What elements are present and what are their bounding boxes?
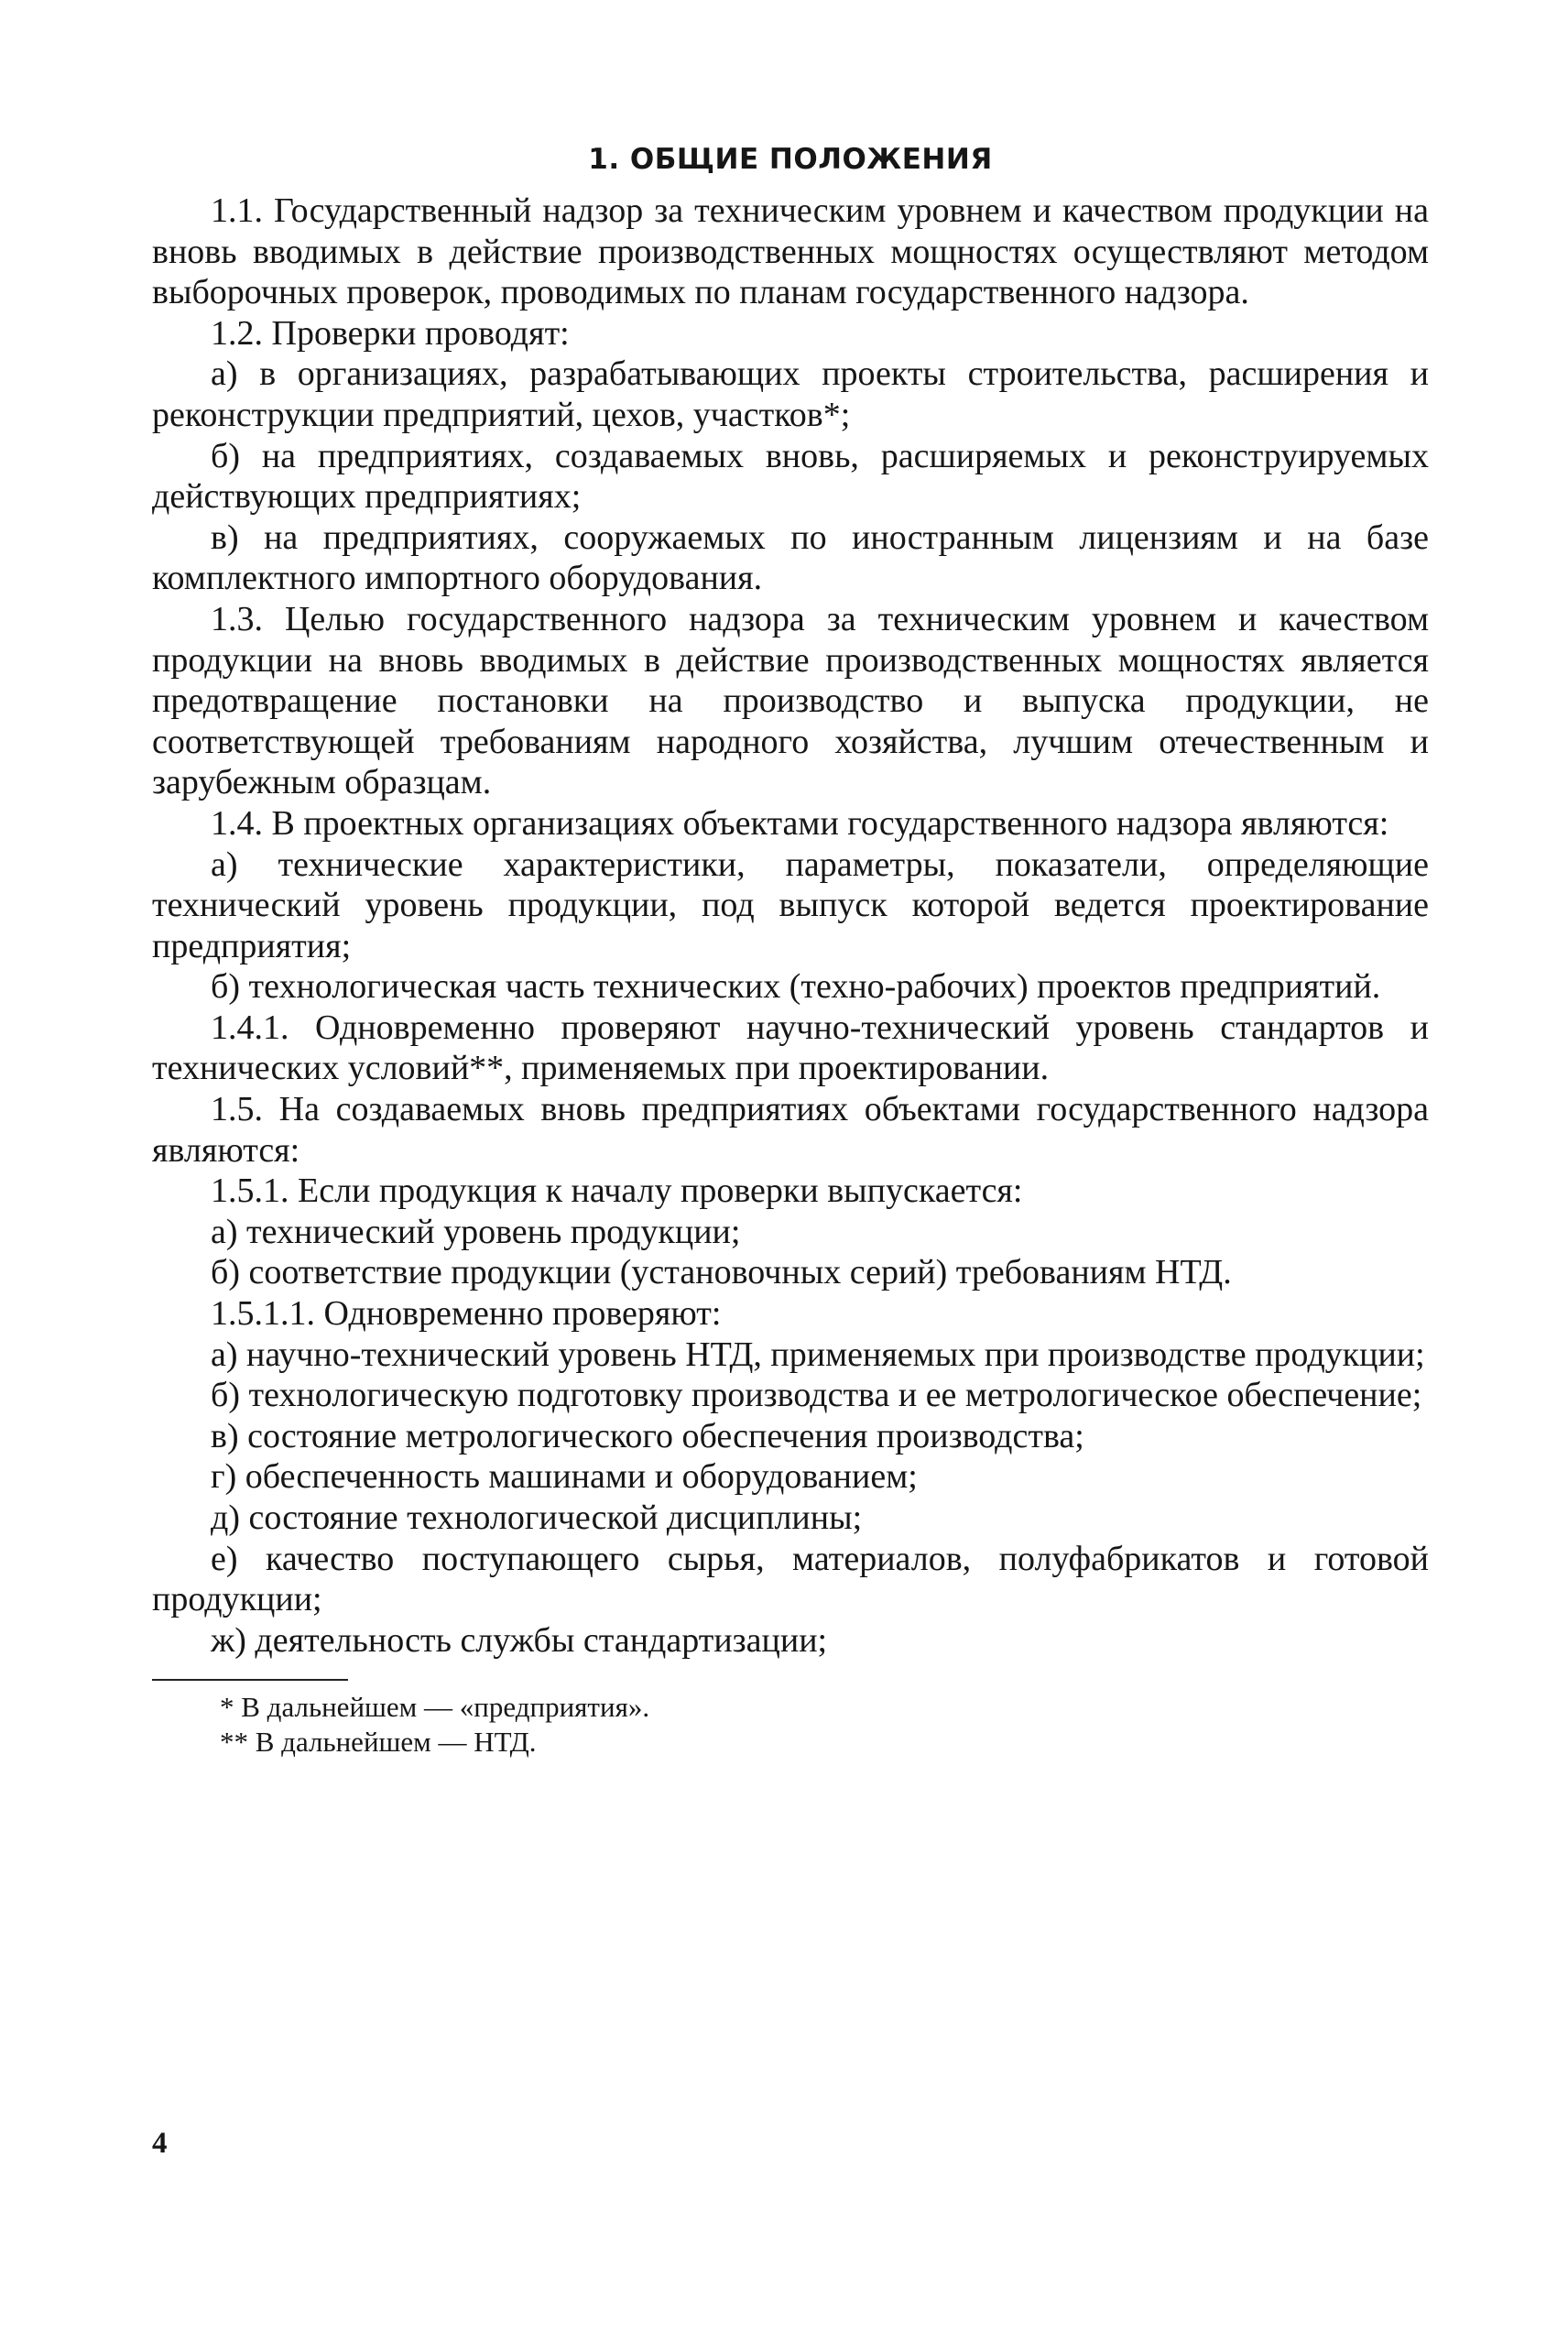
paragraph-1-5-1-1: 1.5.1.1. Одновременно проверяют: <box>211 1294 722 1334</box>
body-text <box>152 191 1429 1661</box>
paragraph-1-5: 1.5. На создаваемых вновь предприятиях объектами государственного надзора являются: <box>152 1090 1429 1170</box>
page-number: 4 <box>152 2127 168 2160</box>
list-item-1-2-a: а) в организациях, разрабатывающих проекты строительства, расширения и реконструкции предприятий, цехов, участков*; <box>152 354 1429 434</box>
list-item-1-5-1-1-v: в) состояние метрологического обеспечения производства; <box>211 1416 1084 1455</box>
list-item-1-5-1-1-zh: ж) деятельность службы стандартизации; <box>211 1620 828 1660</box>
list-item-1-4-a: а) технические характеристики, параметры, показатели, определяющие технический уровень продукции, под выпуск которой ведется проектирование предприятия; <box>152 845 1429 965</box>
list-item-1-5-1-1-g: г) обеспеченность машинами и оборудованием; <box>211 1457 918 1497</box>
paragraph-1-4: 1.4. В проектных организациях объектами государственного надзора являются: <box>211 803 1389 843</box>
document-page <box>152 137 1429 1760</box>
list-item-1-5-1-1-e: е) качество поступающего сырья, материалов, полуфабрикатов и готовой продукции; <box>152 1539 1429 1619</box>
list-item-1-5-1-1-d: д) состояние технологической дисциплины; <box>211 1498 863 1537</box>
list-item-1-5-1-1-a: а) научно-технический уровень НТД, применяемых при производстве продукции; <box>211 1335 1425 1374</box>
footnotes <box>152 1690 1429 1760</box>
paragraph-1-1: 1.1. Государственный надзор за техническим уровнем и качеством продукции на вновь вводимых в действие производственных мощностях осуществляют методом выборочных проверок, проводимых по планам государственного надзора. <box>152 191 1429 312</box>
list-item-1-5-1-b: б) соответствие продукции (установочных серий) требованиям НТД. <box>211 1253 1232 1292</box>
footnote-divider <box>152 1679 348 1681</box>
list-item-1-5-1-1-b: б) технологическую подготовку производства и ее метрологическое обеспечение; <box>211 1376 1422 1415</box>
section-heading: 1. ОБЩИЕ ПОЛОЖЕНИЯ <box>588 143 993 176</box>
footnote-1: * В дальнейшем — «предприятия». <box>220 1691 650 1724</box>
list-item-1-5-1-a: а) технический уровень продукции; <box>211 1212 741 1251</box>
list-item-1-2-b: б) на предприятиях, создаваемых вновь, расширяемых и реконструируемых действующих предприятиях; <box>152 436 1429 517</box>
paragraph-1-4-1: 1.4.1. Одновременно проверяют научно-технический уровень стандартов и технических условий**, применяемых при проектировании. <box>152 1008 1429 1088</box>
list-item-1-4-b: б) технологическая часть технических (техно-рабочих) проектов предприятий. <box>211 967 1381 1007</box>
list-item-1-2-v: в) на предприятиях, сооружаемых по иностранным лицензиям и на базе комплектного импортного оборудования. <box>152 518 1429 598</box>
paragraph-1-5-1: 1.5.1. Если продукция к началу проверки выпускается: <box>211 1171 1023 1211</box>
paragraph-1-3: 1.3. Целью государственного надзора за техническим уровнем и качеством продукции на вновь вводимых в действие производственных мощностях является предотвращение постановки на производство и выпуска продукции, не соответствующей требованиям народного хозяйства, лучшим отечественным и зарубежным образцам. <box>152 599 1429 802</box>
footnote-2: ** В дальнейшем — НТД. <box>220 1726 537 1759</box>
paragraph-1-2: 1.2. Проверки проводят: <box>211 313 570 353</box>
